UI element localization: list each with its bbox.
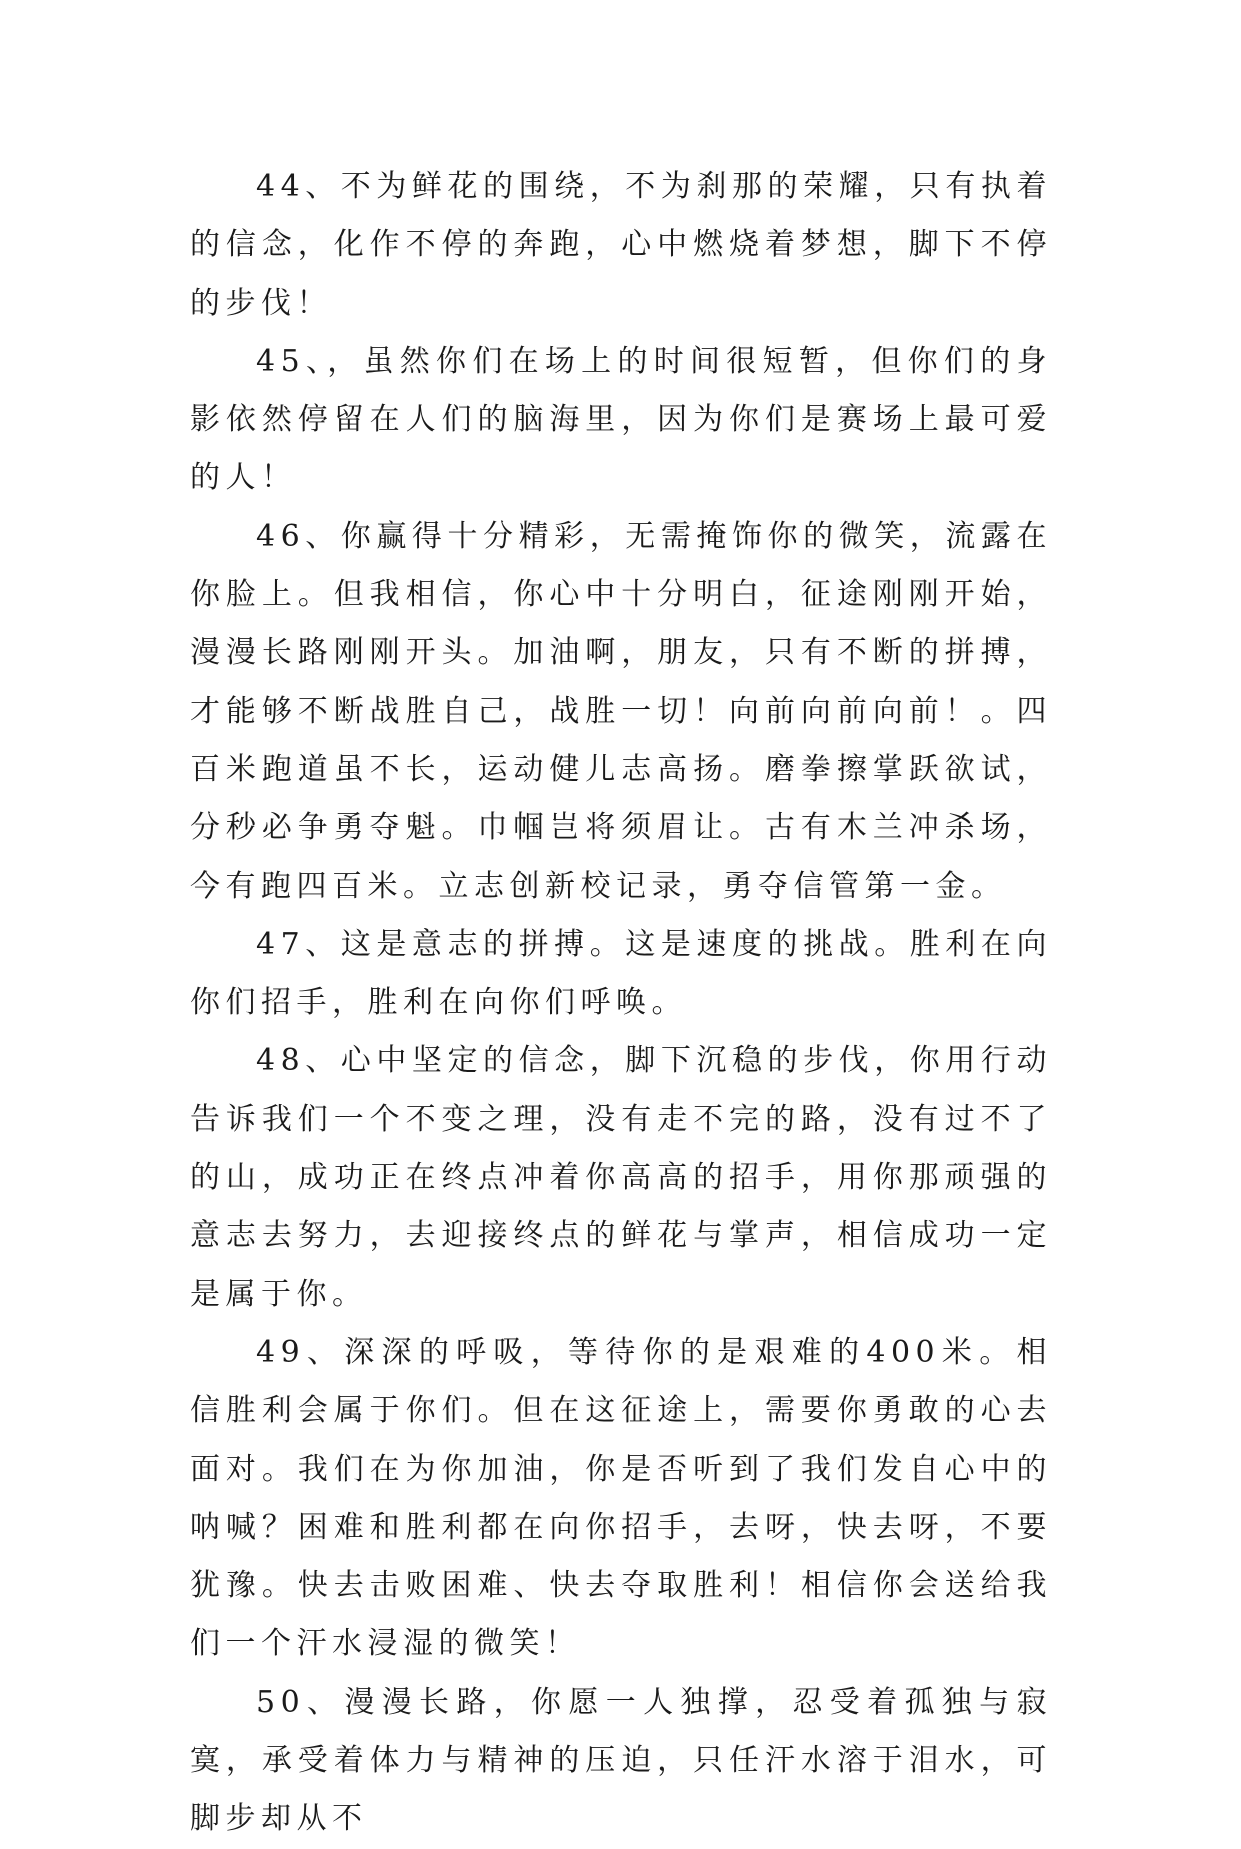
document-body [190, 158, 1052, 1849]
paragraph-46: 46、你赢得十分精彩，无需掩饰你的微笑，流露在你脸上。但我相信，你心中十分明白，征途刚刚开始，漫漫长路刚刚开头。加油啊，朋友，只有不断的拼搏，才能够不断战胜自己，战胜一切！向前向前向前！。四百米跑道虽不长，运动健儿志高扬。磨拳擦掌跃欲试，分秒必争勇夺魁。巾帼岂将须眉让。古有木兰冲杀场，今有跑四百米。立志创新校记录，勇夺信管第一金。 [190, 518, 1052, 904]
paragraph-49: 49、深深的呼吸，等待你的是艰难的400米。相信胜利会属于你们。但在这征途上，需要你勇敢的心去面对。我们在为你加油，你是否听到了我们发自心中的呐喊？困难和胜利都在向你招手，去呀，快去呀，不要犹豫。快去击败困难、快去夺取胜利！相信你会送给我们一个汗水浸湿的微笑！ [190, 1334, 1052, 1662]
paragraph-44: 44、不为鲜花的围绕，不为刹那的荣耀，只有执着的信念，化作不停的奔跑，心中燃烧着梦想，脚下不停的步伐！ [190, 169, 1052, 321]
paragraph-48: 48、心中坚定的信念，脚下沉稳的步伐，你用行动告诉我们一个不变之理，没有走不完的路，没有过不了的山，成功正在终点冲着你高高的招手，用你那顽强的意志去努力，去迎接终点的鲜花与掌声，相信成功一定是属于你。 [190, 1043, 1052, 1312]
paragraph-50: 50、漫漫长路，你愿一人独撑，忍受着孤独与寂寞，承受着体力与精神的压迫，只任汗水溶于泪水，可脚步却从不 [190, 1684, 1052, 1837]
paragraph-47: 47、这是意志的拼搏。这是速度的挑战。胜利在向你们招手，胜利在向你们呼唤。 [190, 926, 1052, 1021]
paragraph-45: 45、，虽然你们在场上的时间很短暂，但你们的身影依然停留在人们的脑海里，因为你们是赛场上最可爱的人！ [190, 343, 1052, 496]
